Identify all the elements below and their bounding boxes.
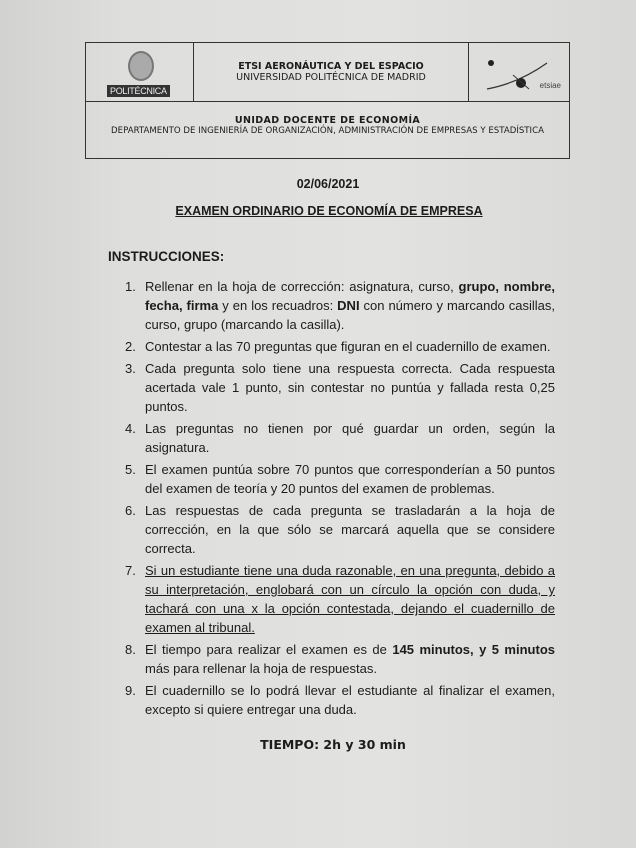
instructions-list [125, 277, 555, 719]
header-top-row [86, 43, 569, 102]
item-text: Si un estudiante tiene una duda razonable, en una pregunta, debido a su interpretación, englobará con un círculo la opción con duda, y tachará con una x la opción contestada, dejando el cuadernillo de examen al tribunal. [145, 563, 555, 635]
item-number: 7. [125, 563, 136, 578]
item-number: 9. [125, 683, 136, 698]
department-info [86, 101, 569, 136]
item-number: 1. [125, 279, 136, 294]
item-text: El cuadernillo se lo podrá llevar el estudiante al finalizar el examen, excepto si quiere entregar una duda. [145, 683, 555, 717]
item-number: 5. [125, 462, 136, 477]
header-table [85, 42, 570, 159]
instruction-item [125, 681, 555, 719]
school-name: ETSI AERONÁUTICA Y DEL ESPACIO [238, 61, 424, 72]
item-text: Cada pregunta solo tiene una respuesta correcta. Cada respuesta acertada vale 1 punto, sin contestar no puntúa y fallada resta 0,25 puntos. [145, 361, 555, 414]
exam-time: TIEMPO: 2h y 30 min [260, 737, 406, 752]
item-text: grupo, nombre, fecha, firma [145, 279, 555, 313]
university-name: UNIVERSIDAD POLITÉCNICA DE MADRID [236, 72, 426, 83]
exam-date: 02/06/2021 [296, 177, 360, 191]
instructions-heading: INSTRUCCIONES: [108, 249, 225, 264]
item-text: con número y marcando casillas, curso, grupo (marcando la casilla). [145, 298, 555, 332]
unit-name: UNIDAD DOCENTE DE ECONOMÍA [234, 115, 421, 126]
item-text: El tiempo para realizar el examen es de [145, 642, 393, 657]
item-text: y en los recuadros: [218, 298, 338, 313]
item-text: DNI [337, 298, 360, 313]
item-number: 8. [125, 642, 136, 657]
instruction-item [125, 359, 555, 416]
item-text: Contestar a las 70 preguntas que figuran en el cuadernillo de examen. [145, 339, 551, 354]
etsiae-logo-text: etsiae [539, 81, 561, 90]
item-text: Rellenar en la hoja de corrección: asignatura, curso, [145, 279, 459, 294]
instruction-item [125, 460, 555, 498]
item-text: El examen puntúa sobre 70 puntos que corresponderían a 50 puntos del examen de teoría y 20 puntos del examen de problemas. [145, 462, 555, 496]
item-number: 2. [125, 339, 136, 354]
exam-title: EXAMEN ORDINARIO DE ECONOMÍA DE EMPRESA [175, 204, 483, 218]
item-number: 6. [125, 503, 136, 518]
instruction-item [125, 337, 555, 356]
instructions-body [0, 277, 636, 782]
etsiae-plane-icon [469, 43, 569, 101]
upm-logo-cell [86, 43, 194, 101]
department-name: DEPARTAMENTO DE INGENIERÍA DE ORGANIZACIÓN, ADMINISTRACIÓN DE EMPRESAS Y ESTADÍSTICA [111, 126, 544, 136]
item-text: Las respuestas de cada pregunta se trasladarán a la hoja de corrección, en la que sólo se marcará aquella que se considere correcta. [145, 503, 555, 556]
instruction-item [125, 640, 555, 678]
item-text: más para rellenar la hoja de respuestas. [145, 661, 377, 676]
item-text: Las preguntas no tienen por qué guardar un orden, según la asignatura. [145, 421, 555, 455]
instruction-item [125, 501, 555, 558]
item-text: 145 minutos, y 5 minutos [392, 642, 555, 657]
item-number: 4. [125, 421, 136, 436]
upm-logo-text: POLITÉCNICA [107, 85, 170, 97]
school-info [193, 61, 469, 83]
item-number: 3. [125, 361, 136, 376]
instruction-item [125, 561, 555, 637]
instruction-item [125, 277, 555, 334]
etsiae-logo-cell [468, 43, 569, 101]
instruction-item [125, 419, 555, 457]
upm-crest-icon [128, 51, 154, 81]
